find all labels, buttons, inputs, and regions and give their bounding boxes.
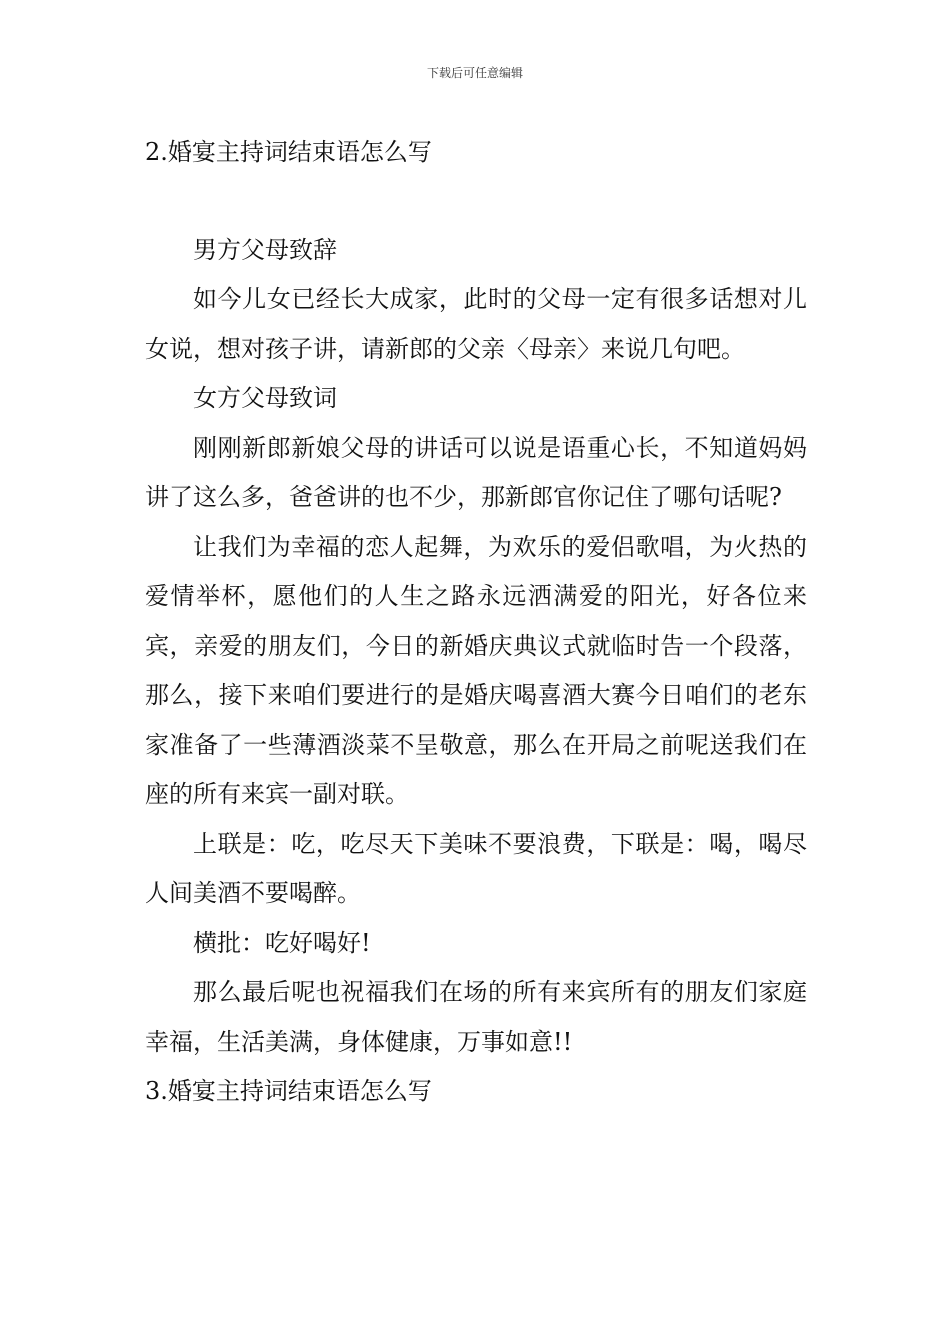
toast-paragraph: 让我们为幸福的恋人起舞，为欢乐的爱侣歌唱，为火热的爱情举杯，愿他们的人生之路永远洒满爱的阳光，好各位来宾，亲爱的朋友们，今日的新婚庆典议式就临时告一个段落，那么，接下来咱们要进行的是婚庆喝喜酒大赛今日咱们的老东家准备了一些薄酒淡菜不呈敬意，那么在开局之前呢送我们在座的所有来宾一副对联。 <box>145 532 807 808</box>
header-note: 下载后可任意编辑 <box>426 66 523 80</box>
bride-parents-title: 女方父母致词 <box>193 384 337 412</box>
banner-paragraph: 横批：吃好喝好! <box>193 928 371 957</box>
spacer <box>145 178 807 226</box>
couplet-paragraph: 上联是：吃，吃尽天下美味不要浪费，下联是：喝，喝尽人间美酒不要喝醉。 <box>145 829 807 907</box>
groom-parents-paragraph: 如今儿女已经长大成家，此时的父母一定有很多话想对儿女说，想对孩子讲，请新郎的父亲〈母亲〉来说几句吧。 <box>145 285 807 363</box>
section-heading-3: 3.婚宴主持词结束语怎么写 <box>145 1077 432 1105</box>
blessing-paragraph: 那么最后呢也祝福我们在场的所有来宾所有的朋友们家庭幸福，生活美满，身体健康，万事如意!! <box>145 978 807 1056</box>
bride-parents-paragraph: 刚刚新郎新娘父母的讲话可以说是语重心长，不知道妈妈讲了这么多，爸爸讲的也不少，那新郎官你记住了哪句话呢? <box>145 433 807 511</box>
groom-parents-title: 男方父母致辞 <box>193 235 337 264</box>
section-heading-2: 2.婚宴主持词结束语怎么写 <box>145 138 432 166</box>
document-body <box>145 128 807 1117</box>
